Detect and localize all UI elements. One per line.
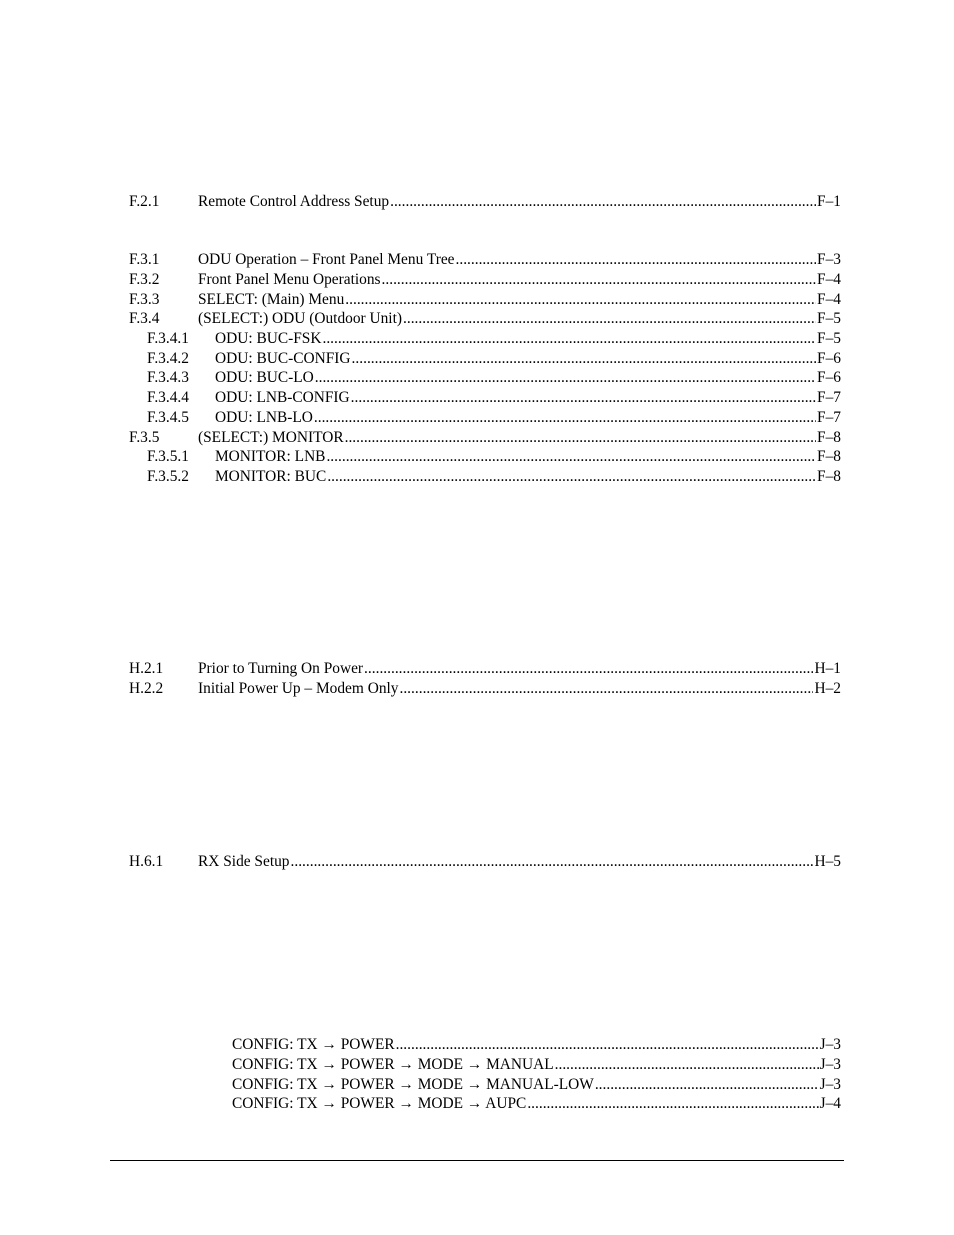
- toc-entry[interactable]: [147, 408, 841, 428]
- toc-leader-dots: [351, 388, 816, 408]
- toc-leader-dots: [345, 290, 816, 310]
- toc-entry-number: F.3.3: [129, 291, 160, 308]
- toc-entry-number: F.3.4.5: [147, 409, 189, 426]
- toc-leader-dots: [322, 329, 816, 349]
- toc-entry-page: J–4: [819, 1095, 841, 1112]
- toc-leader-dots: [327, 467, 816, 487]
- toc-leader-dots: [595, 1075, 819, 1095]
- toc-entry-page: J–3: [819, 1076, 841, 1093]
- toc-entry[interactable]: [232, 1055, 841, 1075]
- toc-entry[interactable]: [129, 679, 841, 699]
- toc-entry-title: ODU: LNB-LO: [215, 409, 313, 426]
- toc-entry[interactable]: [129, 250, 841, 270]
- toc-entry-number: F.3.4: [129, 310, 160, 327]
- toc-leader-dots: [352, 349, 817, 369]
- toc-entry-title: ODU Operation – Front Panel Menu Tree: [198, 251, 455, 268]
- toc-leader-dots: [382, 270, 817, 290]
- toc-entry-page: F–4: [817, 291, 841, 308]
- toc-entry-page: F–1: [817, 193, 841, 210]
- toc-leader-dots: [390, 192, 816, 212]
- toc-entry-number: F.3.1: [129, 251, 160, 268]
- toc-entry[interactable]: [129, 428, 841, 448]
- toc-entry-number: H.6.1: [129, 853, 164, 870]
- toc-entry-title: (SELECT:) ODU (Outdoor Unit): [198, 310, 402, 327]
- toc-entry[interactable]: [232, 1075, 841, 1095]
- toc-entry-page: F–6: [817, 369, 841, 386]
- toc-entry-title: Front Panel Menu Operations: [198, 271, 381, 288]
- toc-entry-title: ODU: BUC-CONFIG: [215, 350, 351, 367]
- toc-entry-title: Initial Power Up – Modem Only: [198, 680, 399, 697]
- toc-entry[interactable]: [232, 1035, 841, 1055]
- toc-entry-title: Prior to Turning On Power: [198, 660, 364, 677]
- toc-entry-number: F.3.5.1: [147, 448, 189, 465]
- toc-leader-dots: [456, 250, 817, 270]
- toc-leader-dots: [364, 659, 813, 679]
- toc-entry[interactable]: [129, 270, 841, 290]
- toc-entry-number: F.3.5: [129, 429, 160, 446]
- toc-leader-dots: [315, 368, 816, 388]
- toc-entry[interactable]: [147, 368, 841, 388]
- toc-leader-dots: [314, 408, 816, 428]
- toc-entry-page: F–7: [817, 389, 841, 406]
- toc-entry-number: H.2.1: [129, 660, 164, 677]
- toc-entry-title: Remote Control Address Setup: [198, 193, 390, 210]
- toc-leader-dots: [326, 447, 816, 467]
- toc-entry[interactable]: [129, 309, 841, 329]
- toc-entry-title: CONFIG: TX → POWER → MODE → MANUAL-LOW: [232, 1076, 594, 1093]
- toc-entry-number: F.3.4.1: [147, 330, 189, 347]
- toc-entry-number: F.3.4.2: [147, 350, 189, 367]
- toc-entry[interactable]: [147, 388, 841, 408]
- toc-entry[interactable]: [129, 290, 841, 310]
- toc-entry[interactable]: [129, 192, 841, 212]
- toc-entry-title: MONITOR: LNB: [215, 448, 326, 465]
- toc-entry-title: CONFIG: TX → POWER → MODE → MANUAL: [232, 1056, 554, 1073]
- toc-leader-dots: [396, 1035, 819, 1055]
- toc-entry-page: F–7: [817, 409, 841, 426]
- toc-entry-number: F.3.4.3: [147, 369, 189, 386]
- toc-entry-page: F–5: [817, 310, 841, 327]
- toc-entry-title: ODU: BUC-FSK: [215, 330, 322, 347]
- toc-entry-title: SELECT: (Main) Menu: [198, 291, 345, 308]
- toc-entry-title: MONITOR: BUC: [215, 468, 327, 485]
- toc-entry[interactable]: [147, 349, 841, 369]
- toc-entry-number: F.2.1: [129, 193, 160, 210]
- toc-entry-number: F.3.4.4: [147, 389, 189, 406]
- toc-entry-page: F–5: [817, 330, 841, 347]
- toc-entry-title: CONFIG: TX → POWER → MODE → AUPC: [232, 1095, 527, 1112]
- toc-entry-number: F.3.5.2: [147, 468, 189, 485]
- toc-entry-page: F–8: [817, 468, 841, 485]
- toc-leader-dots: [555, 1055, 819, 1075]
- toc-entry[interactable]: [147, 467, 841, 487]
- toc-entry-title: RX Side Setup: [198, 853, 290, 870]
- toc-leader-dots: [527, 1094, 818, 1114]
- toc-entry-page: J–3: [819, 1036, 841, 1053]
- toc-entry-title: (SELECT:) MONITOR: [198, 429, 344, 446]
- toc-entry[interactable]: [232, 1094, 841, 1114]
- toc-entry-number: H.2.2: [129, 680, 164, 697]
- toc-entry-page: F–3: [817, 251, 841, 268]
- toc-leader-dots: [291, 852, 814, 872]
- toc-entry[interactable]: [129, 659, 841, 679]
- toc-entry-page: F–4: [817, 271, 841, 288]
- toc-entry-page: J–3: [819, 1056, 841, 1073]
- footer-rule: [110, 1160, 844, 1161]
- toc-entry-page: F–6: [817, 350, 841, 367]
- toc-entry-page: H–1: [814, 660, 841, 677]
- toc-leader-dots: [403, 309, 816, 329]
- toc-entry-page: F–8: [817, 429, 841, 446]
- toc-entry-title: ODU: BUC-LO: [215, 369, 314, 386]
- toc-entry[interactable]: [147, 447, 841, 467]
- toc-leader-dots: [345, 428, 816, 448]
- toc-entry[interactable]: [129, 852, 841, 872]
- toc-entry-title: CONFIG: TX → POWER: [232, 1036, 395, 1053]
- toc-leader-dots: [399, 679, 813, 699]
- toc-entry-page: H–5: [814, 853, 841, 870]
- toc-entry-number: F.3.2: [129, 271, 160, 288]
- toc-entry-title: ODU: LNB-CONFIG: [215, 389, 350, 406]
- toc-entry-page: H–2: [814, 680, 841, 697]
- toc-entry-page: F–8: [817, 448, 841, 465]
- toc-entry[interactable]: [147, 329, 841, 349]
